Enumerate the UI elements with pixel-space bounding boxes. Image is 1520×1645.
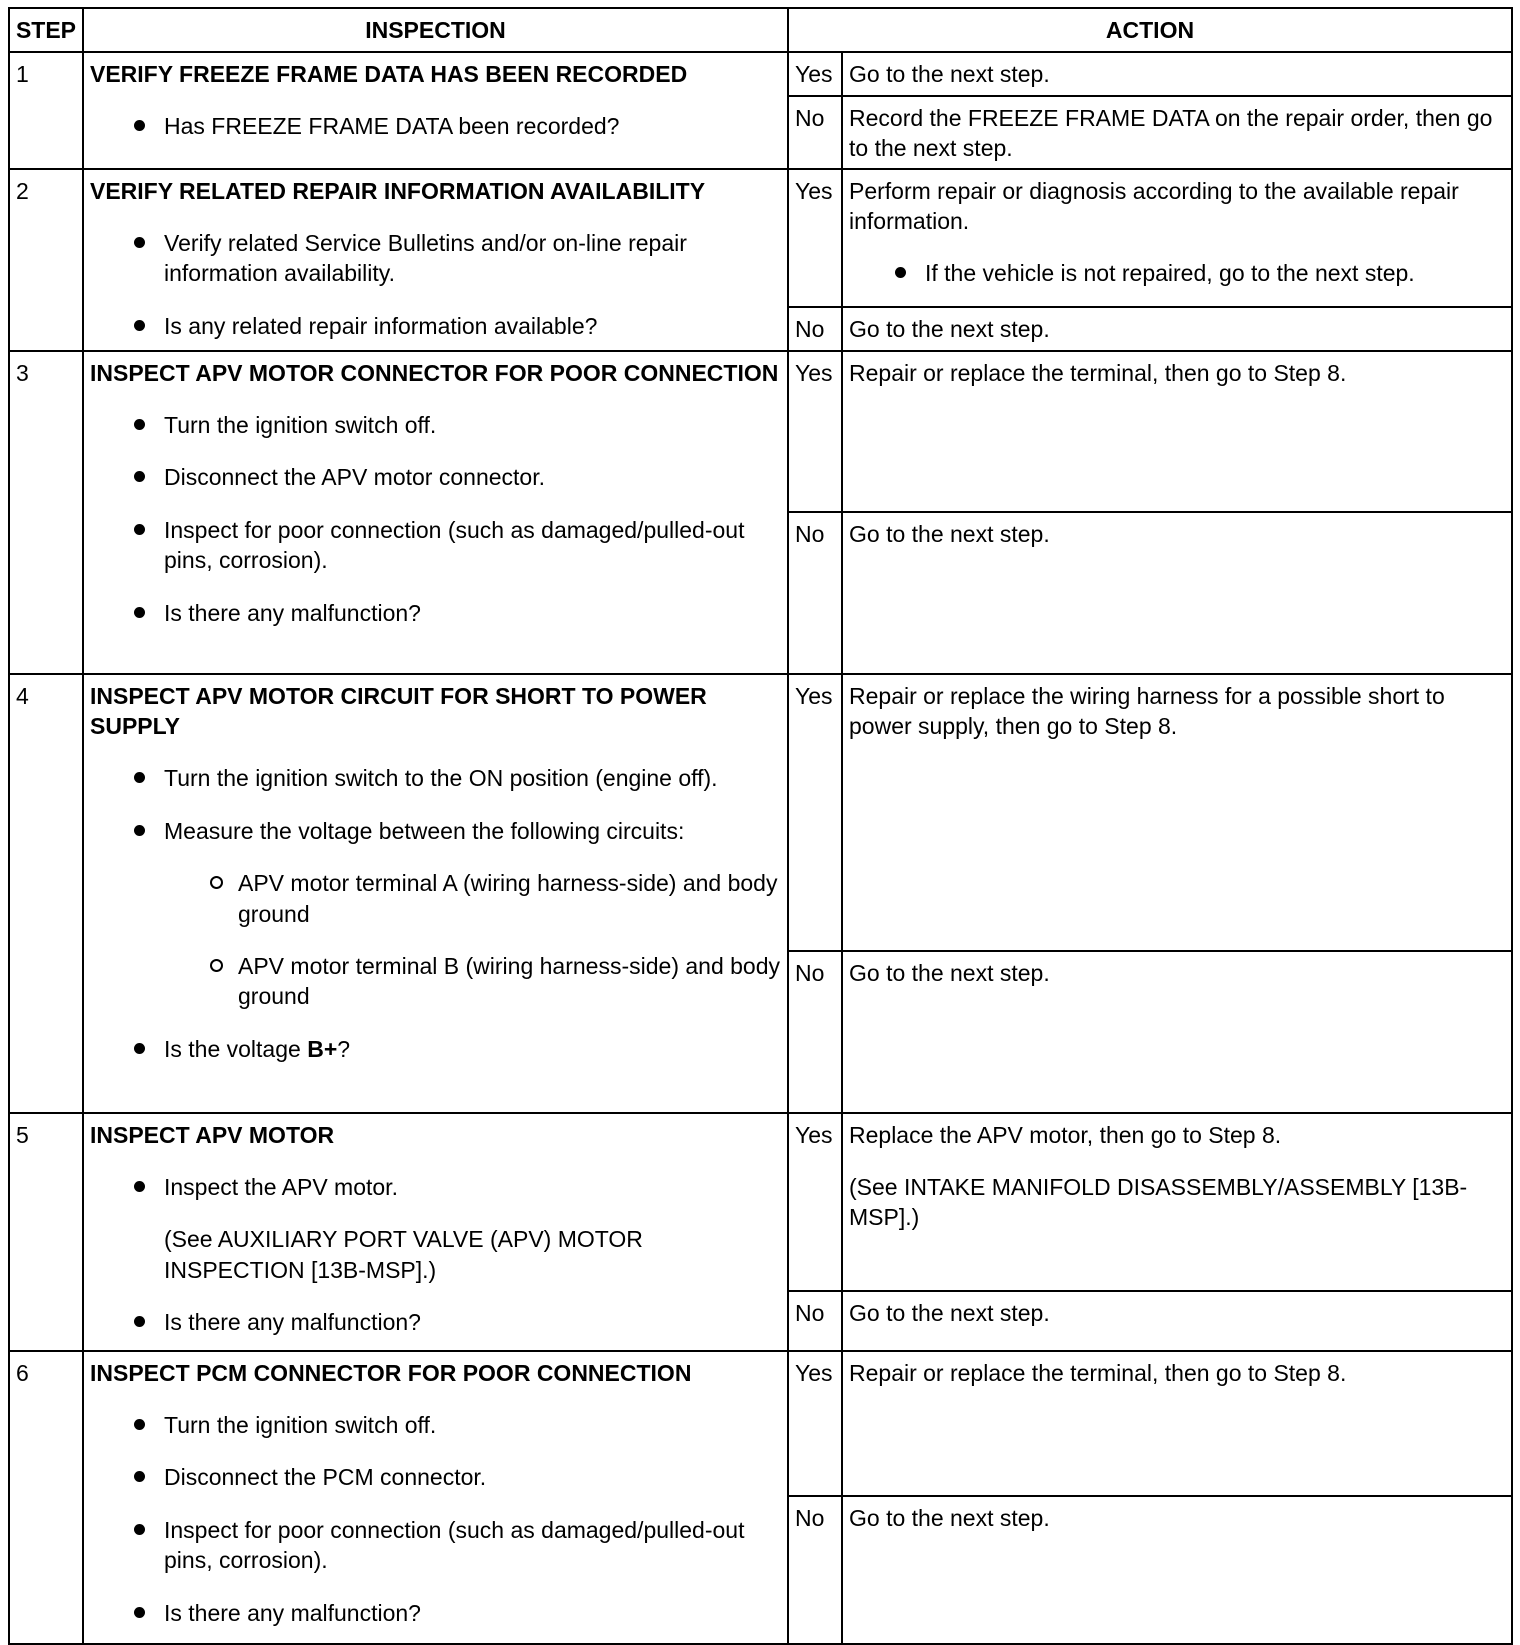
- inspection-item: Is there any malfunction?: [90, 1598, 781, 1628]
- yes-action-cell: [842, 169, 1512, 307]
- table-row: [9, 1113, 1512, 1291]
- no-label: No: [788, 951, 842, 1113]
- header-inspection: INSPECTION: [83, 8, 788, 52]
- action-item: If the vehicle is not repaired, go to the next step.: [849, 258, 1505, 288]
- bullet-icon: [134, 1471, 145, 1482]
- bullet-icon: [134, 825, 145, 836]
- no-label: No: [788, 1496, 842, 1644]
- header-step: STEP: [9, 8, 83, 52]
- step-number: 4: [9, 674, 83, 1113]
- bullet-icon: [134, 320, 145, 331]
- bullet-icon: [895, 267, 906, 278]
- inspection-title: INSPECT APV MOTOR CONNECTOR FOR POOR CONNECTION: [90, 359, 779, 386]
- step-number: 6: [9, 1351, 83, 1644]
- inspection-cell: [83, 351, 788, 674]
- inspection-item: Is the voltage B+?: [90, 1034, 781, 1064]
- inspection-cell: [83, 674, 788, 1113]
- yes-action: Repair or replace the wiring harness for a possible short to power supply, then go to Step 8.: [842, 674, 1512, 951]
- inspection-item: Turn the ignition switch to the ON position (engine off).: [90, 763, 781, 793]
- inspection-item: Inspect the APV motor.: [90, 1172, 781, 1202]
- bullet-icon: [134, 419, 145, 430]
- inspection-sub-item: APV motor terminal A (wiring harness-side) and body ground: [90, 868, 781, 929]
- bullet-icon: [134, 524, 145, 535]
- bullet-icon: [134, 1181, 145, 1192]
- yes-action: Go to the next step.: [842, 52, 1512, 96]
- no-label: No: [788, 512, 842, 674]
- inspection-cell: [83, 1351, 788, 1644]
- diagnostic-table: [8, 7, 1513, 1645]
- yes-label: Yes: [788, 1113, 842, 1291]
- yes-action-cell: [842, 1113, 1512, 1291]
- table-row: [9, 674, 1512, 951]
- yes-label: Yes: [788, 169, 842, 307]
- inspection-item: Inspect for poor connection (such as damaged/pulled-out pins, corrosion).: [90, 515, 781, 576]
- inspection-title: INSPECT PCM CONNECTOR FOR POOR CONNECTION: [90, 1359, 692, 1386]
- yes-label: Yes: [788, 1351, 842, 1496]
- step-number: 5: [9, 1113, 83, 1351]
- yes-label: Yes: [788, 674, 842, 951]
- bullet-icon: [134, 120, 145, 131]
- yes-label: Yes: [788, 351, 842, 512]
- circle-bullet-icon: [210, 876, 223, 889]
- inspection-title: INSPECT APV MOTOR: [90, 1121, 335, 1148]
- bullet-icon: [134, 1524, 145, 1535]
- yes-action: Replace the APV motor, then go to Step 8.: [849, 1121, 1282, 1148]
- table-row: [9, 1351, 1512, 1496]
- inspection-item: Is there any malfunction?: [90, 598, 781, 628]
- bullet-icon: [134, 1316, 145, 1327]
- no-label: No: [788, 307, 842, 351]
- circle-bullet-icon: [210, 959, 223, 972]
- bullet-icon: [134, 1419, 145, 1430]
- inspection-sub-item: APV motor terminal B (wiring harness-side) and body ground: [90, 951, 781, 1012]
- inspection-item: Turn the ignition switch off.: [90, 410, 781, 440]
- no-action: Go to the next step.: [842, 1496, 1512, 1644]
- yes-reference: (See INTAKE MANIFOLD DISASSEMBLY/ASSEMBLY [13B-MSP].): [849, 1174, 1468, 1231]
- bullet-icon: [134, 772, 145, 783]
- inspection-item: Measure the voltage between the following circuits:: [90, 816, 781, 846]
- no-action: Go to the next step.: [842, 307, 1512, 351]
- no-action: Go to the next step.: [842, 951, 1512, 1113]
- no-label: No: [788, 1291, 842, 1351]
- step-number: 2: [9, 169, 83, 351]
- yes-action: Repair or replace the terminal, then go to Step 8.: [842, 1351, 1512, 1496]
- inspection-cell: [83, 52, 788, 169]
- header-action: ACTION: [788, 8, 1512, 52]
- inspection-item: Disconnect the APV motor connector.: [90, 462, 781, 492]
- bullet-icon: [134, 1607, 145, 1618]
- bullet-icon: [134, 1043, 145, 1054]
- step-number: 3: [9, 351, 83, 674]
- inspection-item: Has FREEZE FRAME DATA been recorded?: [90, 111, 781, 141]
- inspection-reference: (See AUXILIARY PORT VALVE (APV) MOTOR INSPECTION [13B-MSP].): [164, 1226, 643, 1283]
- bullet-icon: [134, 471, 145, 482]
- step-number: 1: [9, 52, 83, 169]
- inspection-item: Is any related repair information available?: [90, 311, 781, 341]
- table-row: [9, 351, 1512, 512]
- no-action: Go to the next step.: [842, 512, 1512, 674]
- inspection-cell: [83, 169, 788, 351]
- inspection-item: Inspect for poor connection (such as damaged/pulled-out pins, corrosion).: [90, 1515, 781, 1576]
- inspection-title: VERIFY FREEZE FRAME DATA HAS BEEN RECORDED: [90, 61, 688, 87]
- no-action: Record the FREEZE FRAME DATA on the repair order, then go to the next step.: [842, 96, 1512, 169]
- bullet-icon: [134, 237, 145, 248]
- inspection-title: INSPECT APV MOTOR CIRCUIT FOR SHORT TO POWER SUPPLY: [90, 682, 707, 740]
- yes-label: Yes: [788, 52, 842, 96]
- inspection-item: Verify related Service Bulletins and/or on-line repair information availability.: [90, 228, 781, 289]
- table-row: [9, 52, 1512, 96]
- inspection-item: Disconnect the PCM connector.: [90, 1462, 781, 1492]
- yes-action: Repair or replace the terminal, then go to Step 8.: [842, 351, 1512, 512]
- yes-action: Perform repair or diagnosis according to the available repair information.: [849, 177, 1459, 235]
- bullet-icon: [134, 607, 145, 618]
- inspection-cell: [83, 1113, 788, 1351]
- table-row: [9, 169, 1512, 307]
- inspection-item: Turn the ignition switch off.: [90, 1410, 781, 1440]
- no-action: Go to the next step.: [842, 1291, 1512, 1351]
- inspection-title: VERIFY RELATED REPAIR INFORMATION AVAILABILITY: [90, 177, 706, 204]
- inspection-item: Is there any malfunction?: [90, 1307, 781, 1337]
- no-label: No: [788, 96, 842, 169]
- table-header-row: [9, 8, 1512, 52]
